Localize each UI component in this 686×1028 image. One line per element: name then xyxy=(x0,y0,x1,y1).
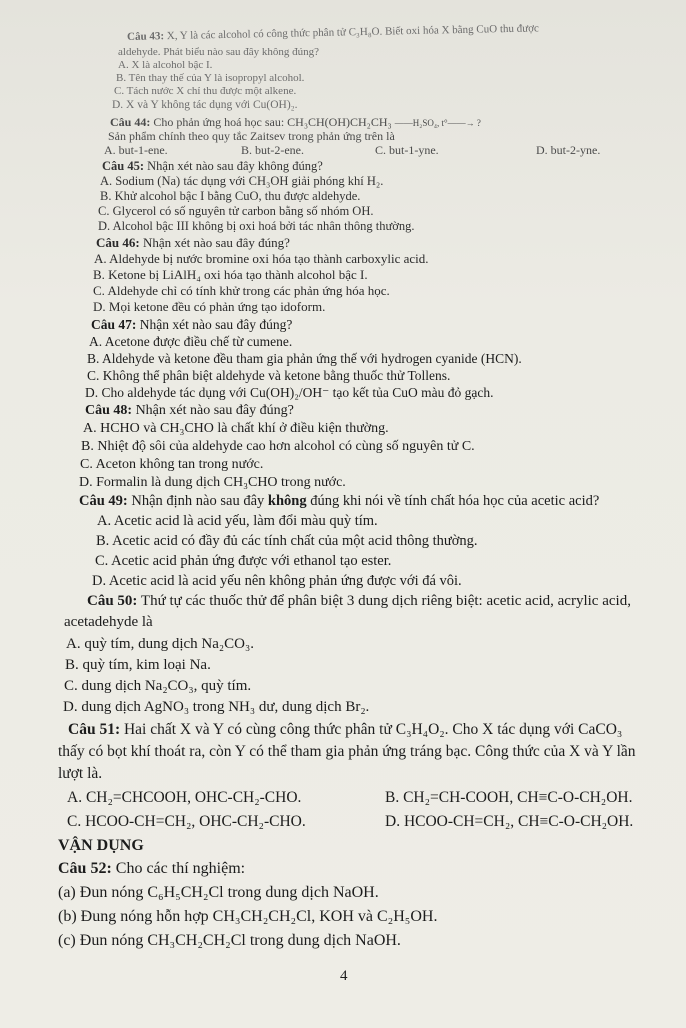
question-51: Câu 51: Hai chất X và Y có cùng công thức phân tử C₃H₄O₂. Cho X tác dụng với CaCO₃ xyxy=(68,721,623,738)
q48-option-c: C. Aceton không tan trong nước. xyxy=(80,457,264,472)
q52-item-a: (a) Đun nóng C₆H₅CH₂Cl trong dung dịch NaOH. xyxy=(58,884,379,901)
question-48: Câu 48: Nhận xét nào sau đây đúng? xyxy=(85,403,294,418)
q45-option-a: A. Sodium (Na) tác dụng với CH₃OH giải phóng khí H₂. xyxy=(100,174,384,188)
question-number: Câu 49: xyxy=(79,493,128,509)
q50-option-c: C. dung dịch Na₂CO₃, quỳ tím. xyxy=(64,678,252,694)
q45-option-c: C. Glycerol có số nguyên tử carbon bằng số nhóm OH. xyxy=(98,204,374,218)
q44-option-d: D. but-2-yne. xyxy=(536,143,601,157)
q48-option-d: D. Formalin là dung dịch CH₃CHO trong nước. xyxy=(79,475,346,490)
question-number: Câu 48: xyxy=(85,403,133,418)
q47-option-b: B. Aldehyde và ketone đều tham gia phản ứng thế với hydrogen cyanide (HCN). xyxy=(87,351,522,366)
q49-option-b: B. Acetic acid có đầy đủ các tính chất của một acid thông thường. xyxy=(96,533,478,549)
question-49: Câu 49: Nhận định nào sau đây không đúng khi nói về tính chất hóa học của acetic acid? xyxy=(79,493,600,509)
q44-option-a: A. but-1-ene. xyxy=(104,143,168,157)
question-number: Câu 44: xyxy=(110,115,151,129)
q46-option-a: A. Aldehyde bị nước bromine oxi hóa tạo thành carboxylic acid. xyxy=(94,251,429,266)
question-45: Câu 45: Nhận xét nào sau đây không đúng? xyxy=(102,159,323,173)
q46-option-b: B. Ketone bị LiAlH₄ oxi hóa tạo thành alcohol bậc I. xyxy=(93,267,368,282)
question-51-cont: thấy có bọt khí thoát ra, còn Y có thể tham gia phản ứng tráng bạc. Công thức của X và Y lần xyxy=(58,743,636,760)
question-50: Câu 50: Thứ tự các thuốc thử để phân biệt 3 dung dịch riêng biệt: acetic acid, acrylic acid, xyxy=(87,593,631,609)
q45-option-b: B. Khử alcohol bậc I bằng CuO, thu được aldehyde. xyxy=(100,189,361,203)
q47-option-d: D. Cho aldehyde tác dụng với Cu(OH)₂/OH⁻ tạo kết tủa CuO màu đỏ gạch. xyxy=(85,385,494,400)
q46-option-c: C. Aldehyde chỉ có tính khử trong các phản ứng hóa học. xyxy=(93,283,390,298)
q51-option-b: B. CH₂=CH-COOH, CH≡C-O-CH₂OH. xyxy=(385,789,633,806)
q52-item-c: (c) Đun nóng CH₃CH₂CH₂Cl trong dung dịch NaOH. xyxy=(58,932,401,949)
question-46: Câu 46: Nhận xét nào sau đây đúng? xyxy=(96,235,290,250)
reaction-arrow: ——H₂SO₄, t°——→ ? xyxy=(394,118,481,128)
q44-option-b: B. but-2-ene. xyxy=(241,143,304,157)
q43-option-a: A. X là alcohol bậc I. xyxy=(118,59,213,71)
question-47: Câu 47: Nhận xét nào sau đây đúng? xyxy=(91,317,293,332)
q47-option-c: C. Không thể phân biệt aldehyde và ketone bằng thuốc thử Tollens. xyxy=(87,368,451,383)
q51-option-d: D. HCOO-CH=CH₂, CH≡C-O-CH₂OH. xyxy=(385,813,634,830)
q48-option-b: B. Nhiệt độ sôi của aldehyde cao hơn alcohol có cùng số nguyên tử C. xyxy=(81,439,475,454)
question-number: Câu 43: xyxy=(126,30,165,43)
question-number: Câu 47: xyxy=(91,317,137,332)
q50-option-a: A. quỳ tím, dung dịch Na₂CO₃. xyxy=(66,636,254,652)
q43-option-b: B. Tên thay thế của Y là isopropyl alcohol. xyxy=(116,72,305,84)
q44-option-c: C. but-1-yne. xyxy=(375,143,439,157)
q50-option-d: D. dung dịch AgNO₃ trong NH₃ dư, dung dịch Br₂. xyxy=(63,699,370,715)
question-52: Câu 52: Cho các thí nghiệm: xyxy=(58,860,246,877)
q43-option-c: C. Tách nước X chỉ thu được một alkene. xyxy=(114,85,297,97)
question-number: Câu 50: xyxy=(87,593,138,609)
q50-option-b: B. quỳ tím, kim loại Na. xyxy=(65,657,211,673)
q43-option-d: D. X và Y không tác dụng với Cu(OH)₂. xyxy=(112,99,298,111)
q49-option-a: A. Acetic acid là acid yếu, làm đổi màu quỳ tím. xyxy=(97,513,378,529)
question-50-cont: acetadehyde là xyxy=(64,614,153,630)
question-number: Câu 45: xyxy=(102,159,145,173)
emphasis-not: không xyxy=(267,493,307,509)
q45-option-d: D. Alcohol bậc III không bị oxi hoá bởi tác nhân thông thường. xyxy=(98,219,415,233)
question-number: Câu 51: xyxy=(68,721,121,738)
question-43 xyxy=(127,23,539,43)
question-44-cont: Sản phẩm chính theo quy tắc Zaitsev trong phản ứng trên là xyxy=(108,129,395,143)
q52-item-b: (b) Đung nóng hỗn hợp CH₃CH₂CH₂Cl, KOH và C₂H₅OH. xyxy=(58,908,438,925)
q51-option-a: A. CH₂=CHCOOH, OHC-CH₂-CHO. xyxy=(67,789,302,806)
q51-option-c: C. HCOO-CH=CH₂, OHC-CH₂-CHO. xyxy=(67,813,306,830)
q47-option-a: A. Acetone được điều chế từ cumene. xyxy=(89,334,293,349)
page-number: 4 xyxy=(340,968,348,984)
q46-option-d: D. Mọi ketone đều có phản ứng tạo idoform. xyxy=(93,299,326,314)
question-text: X, Y là các alcohol có công thức phân tử C₃H₈O. Biết oxi hóa X bằng CuO thu được xyxy=(166,22,539,43)
question-44: Câu 44: Cho phản ứng hoá học sau: CH₃CH(OH)CH₂CH₃ ——H₂SO₄, t°——→ ? xyxy=(110,115,481,129)
question-number: Câu 46: xyxy=(96,235,140,250)
q48-option-a: A. HCHO và CH₃CHO là chất khí ở điều kiện thường. xyxy=(83,421,389,436)
question-43-cont: aldehyde. Phát biểu nào sau đây không đúng? xyxy=(118,46,320,58)
q49-option-c: C. Acetic acid phản ứng được với ethanol tạo ester. xyxy=(95,553,392,569)
question-number: Câu 52: xyxy=(58,860,112,877)
q49-option-d: D. Acetic acid là acid yếu nên không phản ứng được với đá vôi. xyxy=(92,573,462,589)
section-heading: VẬN DỤNG xyxy=(58,837,144,854)
question-51-cont2: lượt là. xyxy=(58,765,103,782)
